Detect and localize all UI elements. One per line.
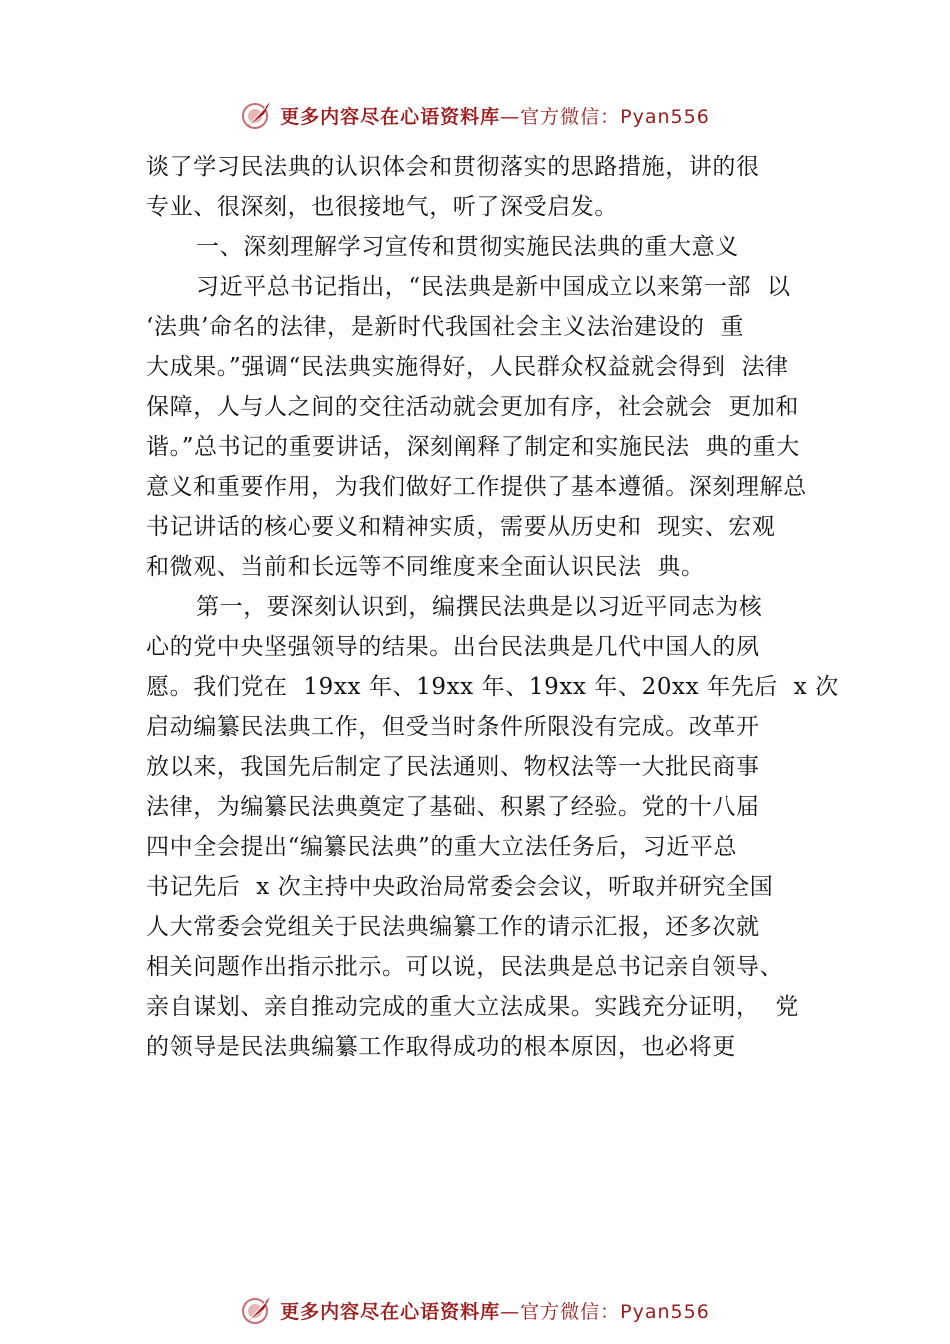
- body-line: 书记讲话的核心要义和精神实质，需要从历史和 现实、宏观: [146, 514, 776, 540]
- body-line: 法律，为编纂民法典奠定了基础、积累了经验。党的十八届: [146, 794, 760, 820]
- body-line: 启动编纂民法典工作，但受当时条件所限没有完成。改革开: [146, 714, 760, 740]
- body-line: ‘法典’命名的法律，是新时代我国社会主义法治建设的 重: [146, 314, 745, 340]
- body-line: 书记先后 x 次主持中央政治局常委会会议，听取并研究全国: [146, 874, 774, 900]
- body-line: 习近平总书记指出，“民法典是新中国成立以来第一部 以: [196, 274, 791, 300]
- body-line: 和微观、当前和长远等不同维度来全面认识民法 典。: [146, 554, 705, 580]
- body-line: 的领导是民法典编纂工作取得成功的根本原因，也必将更: [146, 1034, 736, 1060]
- header-wechat-text: —官方微信：Pyan556: [500, 105, 710, 128]
- body-line: 愿。我们党在 19xx 年、19xx 年、19xx 年、20xx 年先后 x 次: [146, 674, 839, 700]
- footer-brand-text: 更多内容尽在心语资料库: [280, 1300, 501, 1323]
- quill-logo-icon: [240, 98, 274, 132]
- header-banner: [0, 95, 950, 135]
- body-line: 四中全会提出“编纂民法典”的重大立法任务后，习近平总: [146, 834, 738, 860]
- body-line: 第一，要深刻认识到，编撰民法典是以习近平同志为核: [196, 594, 763, 620]
- section-heading: 一、深刻理解学习宣传和贯彻实施民法典的重大意义: [196, 234, 739, 260]
- body-line: 人大常委会党组关于民法典编纂工作的请示汇报，还多次就: [146, 914, 760, 940]
- body-line: 保障，人与人之间的交往活动就会更加有序，社会就会 更加和: [146, 394, 800, 420]
- body-line: 意义和重要作用，为我们做好工作提供了基本遵循。深刻理解总: [146, 474, 807, 500]
- body-line: 大成果。”强调“民法典实施得好，人民群众权益就会得到 法律: [146, 354, 789, 380]
- quill-logo-icon: [240, 1293, 274, 1327]
- footer-banner: [0, 1290, 950, 1330]
- header-brand-text: 更多内容尽在心语资料库: [280, 105, 501, 128]
- body-line: 谈了学习民法典的认识体会和贯彻落实的思路措施，讲的很: [146, 154, 760, 180]
- body-line: 谐。”总书记的重要讲话，深刻阐释了制定和实施民法 典的重大: [146, 434, 800, 460]
- body-line: 亲自谋划、亲自推动完成的重大立法成果。实践充分证明， 党: [146, 994, 800, 1020]
- body-line: 专业、很深刻，也很接地气，听了深受启发。: [146, 194, 618, 220]
- body-line: 心的党中央坚强领导的结果。出台民法典是几代中国人的夙: [146, 634, 760, 660]
- body-line: 相关问题作出指示批示。可以说，民法典是总书记亲自领导、: [146, 954, 784, 980]
- footer-wechat-text: —官方微信：Pyan556: [500, 1300, 710, 1323]
- body-line: 放以来，我国先后制定了民法通则、物权法等一大批民商事: [146, 754, 760, 780]
